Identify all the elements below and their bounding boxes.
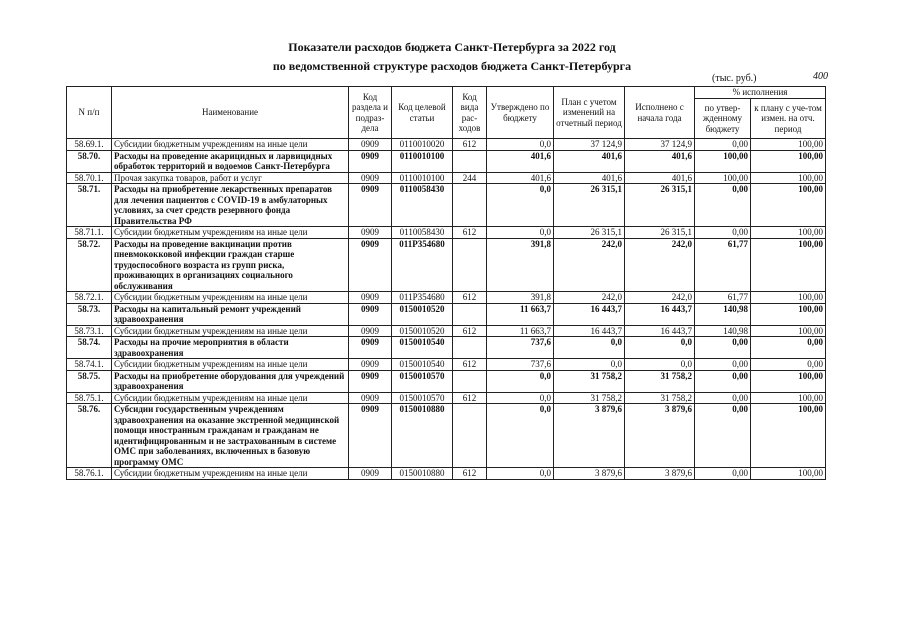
cell-plan: 242,0 xyxy=(554,292,625,304)
header-target-code: Код целевой статьи xyxy=(392,87,453,139)
cell-section-code: 0909 xyxy=(349,150,392,172)
cell-percent-plan: 0,00 xyxy=(751,337,826,359)
cell-approved: 401,6 xyxy=(487,150,554,172)
table-row xyxy=(67,468,826,480)
cell-plan: 37 124,9 xyxy=(554,139,625,151)
cell-percent-approved: 100,00 xyxy=(695,150,751,172)
cell-plan: 401,6 xyxy=(554,150,625,172)
header-section-code: Код раздела и подраз-дела xyxy=(349,87,392,139)
cell-executed: 31 758,2 xyxy=(625,392,695,404)
cell-approved: 391,8 xyxy=(487,292,554,304)
table-row xyxy=(67,292,826,304)
cell-section-code: 0909 xyxy=(349,184,392,227)
cell-plan: 16 443,7 xyxy=(554,303,625,325)
cell-target-code: 0150010880 xyxy=(392,468,453,480)
cell-percent-approved: 0,00 xyxy=(695,359,751,371)
cell-approved: 0,0 xyxy=(487,404,554,468)
cell-percent-plan: 0,00 xyxy=(751,359,826,371)
cell-name: Расходы на проведение вакцинации против пневмококковой инфекции граждан старше трудоспособного возраста из групп риска, проживающих в организациях социального обслуживания xyxy=(112,238,349,292)
cell-percent-approved: 100,00 xyxy=(695,172,751,184)
cell-percent-approved: 0,00 xyxy=(695,227,751,239)
cell-executed: 3 879,6 xyxy=(625,404,695,468)
cell-plan: 31 758,2 xyxy=(554,392,625,404)
cell-target-code: 0150010880 xyxy=(392,404,453,468)
cell-expense-type-code: 612 xyxy=(453,325,487,337)
cell-plan: 242,0 xyxy=(554,238,625,292)
cell-np: 58.76.1. xyxy=(67,468,112,480)
cell-name: Субсидии бюджетным учреждениям на иные цели xyxy=(112,139,349,151)
cell-approved: 0,0 xyxy=(487,370,554,392)
cell-section-code: 0909 xyxy=(349,303,392,325)
cell-expense-type-code: 612 xyxy=(453,227,487,239)
cell-name: Прочая закупка товаров, работ и услуг xyxy=(112,172,349,184)
cell-executed: 26 315,1 xyxy=(625,227,695,239)
cell-name: Расходы на капитальный ремонт учреждений здравоохранения xyxy=(112,303,349,325)
title-line-2: по ведомственной структуре расходов бюджета Санкт-Петербурга xyxy=(272,59,632,73)
cell-np: 58.75. xyxy=(67,370,112,392)
cell-expense-type-code: 612 xyxy=(453,392,487,404)
cell-np: 58.70. xyxy=(67,150,112,172)
cell-executed: 16 443,7 xyxy=(625,325,695,337)
cell-percent-plan: 100,00 xyxy=(751,325,826,337)
cell-executed: 401,6 xyxy=(625,172,695,184)
table-row xyxy=(67,404,826,468)
table-row xyxy=(67,227,826,239)
cell-target-code: 0110010100 xyxy=(392,172,453,184)
cell-percent-plan: 100,00 xyxy=(751,238,826,292)
table-row xyxy=(67,172,826,184)
cell-section-code: 0909 xyxy=(349,172,392,184)
cell-approved: 0,0 xyxy=(487,468,554,480)
cell-np: 58.74.1. xyxy=(67,359,112,371)
table-row xyxy=(67,359,826,371)
cell-percent-plan: 100,00 xyxy=(751,468,826,480)
cell-target-code: 0110058430 xyxy=(392,227,453,239)
cell-percent-plan: 100,00 xyxy=(751,303,826,325)
table-row xyxy=(67,238,826,292)
cell-target-code: 0150010540 xyxy=(392,337,453,359)
header-name: Наименование xyxy=(112,87,349,139)
cell-percent-approved: 61,77 xyxy=(695,238,751,292)
cell-np: 58.70.1. xyxy=(67,172,112,184)
report-title xyxy=(0,38,904,76)
header-percent-group: % исполнения xyxy=(695,87,826,99)
cell-section-code: 0909 xyxy=(349,325,392,337)
cell-np: 58.73.1. xyxy=(67,325,112,337)
cell-executed: 31 758,2 xyxy=(625,370,695,392)
cell-percent-plan: 100,00 xyxy=(751,370,826,392)
cell-np: 58.71.1. xyxy=(67,227,112,239)
cell-approved: 401,6 xyxy=(487,172,554,184)
header-expense-type-code: Код вида рас-ходов xyxy=(453,87,487,139)
header-approved: Утверждено по бюджету xyxy=(487,87,554,139)
table-row xyxy=(67,337,826,359)
cell-approved: 737,6 xyxy=(487,337,554,359)
cell-expense-type-code: 612 xyxy=(453,292,487,304)
cell-section-code: 0909 xyxy=(349,238,392,292)
cell-percent-approved: 0,00 xyxy=(695,337,751,359)
cell-name: Субсидии бюджетным учреждениям на иные цели xyxy=(112,359,349,371)
cell-approved: 11 663,7 xyxy=(487,303,554,325)
header-np: N п/п xyxy=(67,87,112,139)
cell-target-code: 0110010100 xyxy=(392,150,453,172)
cell-name: Расходы на проведение акарицидных и ларвицидных обработок территорий и водоемов Санкт-Петербурга xyxy=(112,150,349,172)
table-row xyxy=(67,150,826,172)
cell-target-code: 0150010570 xyxy=(392,370,453,392)
cell-section-code: 0909 xyxy=(349,370,392,392)
cell-executed: 0,0 xyxy=(625,359,695,371)
cell-section-code: 0909 xyxy=(349,392,392,404)
cell-percent-plan: 100,00 xyxy=(751,139,826,151)
cell-np: 58.72.1. xyxy=(67,292,112,304)
cell-executed: 242,0 xyxy=(625,292,695,304)
cell-expense-type-code: 612 xyxy=(453,139,487,151)
cell-target-code: 011P354680 xyxy=(392,292,453,304)
expenditure-table xyxy=(66,86,826,480)
cell-approved: 11 663,7 xyxy=(487,325,554,337)
cell-target-code: 0150010540 xyxy=(392,359,453,371)
cell-plan: 16 443,7 xyxy=(554,325,625,337)
cell-name: Субсидии бюджетным учреждениям на иные цели xyxy=(112,392,349,404)
cell-expense-type-code xyxy=(453,337,487,359)
cell-plan: 31 758,2 xyxy=(554,370,625,392)
cell-target-code: 0150010570 xyxy=(392,392,453,404)
cell-expense-type-code: 612 xyxy=(453,359,487,371)
cell-percent-approved: 0,00 xyxy=(695,370,751,392)
cell-plan: 3 879,6 xyxy=(554,468,625,480)
cell-np: 58.73. xyxy=(67,303,112,325)
cell-name: Субсидии бюджетным учреждениям на иные цели xyxy=(112,292,349,304)
header-executed: Исполнено с начала года xyxy=(625,87,695,139)
cell-expense-type-code xyxy=(453,370,487,392)
cell-percent-plan: 100,00 xyxy=(751,184,826,227)
cell-name: Субсидии бюджетным учреждениям на иные цели xyxy=(112,227,349,239)
page-number: 400 xyxy=(813,71,828,82)
cell-percent-plan: 100,00 xyxy=(751,227,826,239)
cell-section-code: 0909 xyxy=(349,139,392,151)
cell-approved: 0,0 xyxy=(487,227,554,239)
cell-np: 58.74. xyxy=(67,337,112,359)
cell-target-code: 0110058430 xyxy=(392,184,453,227)
cell-percent-approved: 0,00 xyxy=(695,468,751,480)
cell-np: 58.75.1. xyxy=(67,392,112,404)
table-row xyxy=(67,325,826,337)
cell-name: Субсидии бюджетным учреждениям на иные цели xyxy=(112,468,349,480)
cell-executed: 401,6 xyxy=(625,150,695,172)
cell-executed: 16 443,7 xyxy=(625,303,695,325)
header-plan: План с учетом изменений на отчетный период xyxy=(554,87,625,139)
cell-percent-approved: 140,98 xyxy=(695,303,751,325)
cell-expense-type-code xyxy=(453,303,487,325)
cell-percent-approved: 140,98 xyxy=(695,325,751,337)
cell-approved: 391,8 xyxy=(487,238,554,292)
cell-name: Расходы на прочие мероприятия в области здравоохранения xyxy=(112,337,349,359)
cell-plan: 401,6 xyxy=(554,172,625,184)
cell-percent-plan: 100,00 xyxy=(751,404,826,468)
cell-target-code: 0150010520 xyxy=(392,325,453,337)
cell-percent-plan: 100,00 xyxy=(751,392,826,404)
cell-percent-approved: 0,00 xyxy=(695,139,751,151)
cell-plan: 0,0 xyxy=(554,337,625,359)
cell-approved: 0,0 xyxy=(487,184,554,227)
cell-plan: 0,0 xyxy=(554,359,625,371)
cell-section-code: 0909 xyxy=(349,468,392,480)
cell-target-code: 0150010520 xyxy=(392,303,453,325)
cell-approved: 0,0 xyxy=(487,139,554,151)
cell-percent-approved: 0,00 xyxy=(695,404,751,468)
cell-section-code: 0909 xyxy=(349,292,392,304)
cell-target-code: 0110010020 xyxy=(392,139,453,151)
cell-executed: 0,0 xyxy=(625,337,695,359)
table-row xyxy=(67,303,826,325)
cell-executed: 37 124,9 xyxy=(625,139,695,151)
cell-expense-type-code: 612 xyxy=(453,468,487,480)
cell-expense-type-code xyxy=(453,238,487,292)
header-percent-approved: по утвер-жденному бюджету xyxy=(695,99,751,139)
table-row xyxy=(67,392,826,404)
table-row xyxy=(67,370,826,392)
cell-percent-approved: 0,00 xyxy=(695,392,751,404)
cell-section-code: 0909 xyxy=(349,337,392,359)
cell-name: Субсидии бюджетным учреждениям на иные цели xyxy=(112,325,349,337)
cell-executed: 26 315,1 xyxy=(625,184,695,227)
cell-target-code: 011P354680 xyxy=(392,238,453,292)
cell-expense-type-code xyxy=(453,404,487,468)
cell-percent-plan: 100,00 xyxy=(751,150,826,172)
title-line-1: Показатели расходов бюджета Санкт-Петербурга за 2022 год xyxy=(288,40,616,54)
cell-approved: 737,6 xyxy=(487,359,554,371)
cell-np: 58.76. xyxy=(67,404,112,468)
cell-plan: 3 879,6 xyxy=(554,404,625,468)
cell-expense-type-code: 244 xyxy=(453,172,487,184)
cell-expense-type-code xyxy=(453,150,487,172)
units-label: (тыс. руб.) xyxy=(712,73,757,84)
cell-name: Расходы на приобретение лекарственных препаратов для лечения пациентов с COVID-19 в амбулаторных условиях, за счет средств резервного фонда Правительства РФ xyxy=(112,184,349,227)
cell-expense-type-code xyxy=(453,184,487,227)
cell-section-code: 0909 xyxy=(349,404,392,468)
cell-section-code: 0909 xyxy=(349,227,392,239)
cell-section-code: 0909 xyxy=(349,359,392,371)
table-row xyxy=(67,139,826,151)
table-row xyxy=(67,184,826,227)
cell-np: 58.69.1. xyxy=(67,139,112,151)
cell-percent-plan: 100,00 xyxy=(751,292,826,304)
cell-approved: 0,0 xyxy=(487,392,554,404)
cell-plan: 26 315,1 xyxy=(554,184,625,227)
cell-name: Субсидии государственным учреждениям здравоохранения на оказание экстренной медицинской помощи иностранным гражданам и гражданам не идентифицированным и не застрахованным в системе ОМС при заболеваниях, включенных в базовую программу ОМС xyxy=(112,404,349,468)
table-body xyxy=(67,139,826,480)
cell-plan: 26 315,1 xyxy=(554,227,625,239)
cell-name: Расходы на приобретение оборудования для учреждений здравоохранения xyxy=(112,370,349,392)
cell-percent-plan: 100,00 xyxy=(751,172,826,184)
cell-executed: 242,0 xyxy=(625,238,695,292)
cell-percent-approved: 0,00 xyxy=(695,184,751,227)
cell-executed: 3 879,6 xyxy=(625,468,695,480)
cell-np: 58.71. xyxy=(67,184,112,227)
cell-np: 58.72. xyxy=(67,238,112,292)
cell-percent-approved: 61,77 xyxy=(695,292,751,304)
header-percent-plan: к плану с уче-том измен. на отч. период xyxy=(751,99,826,139)
